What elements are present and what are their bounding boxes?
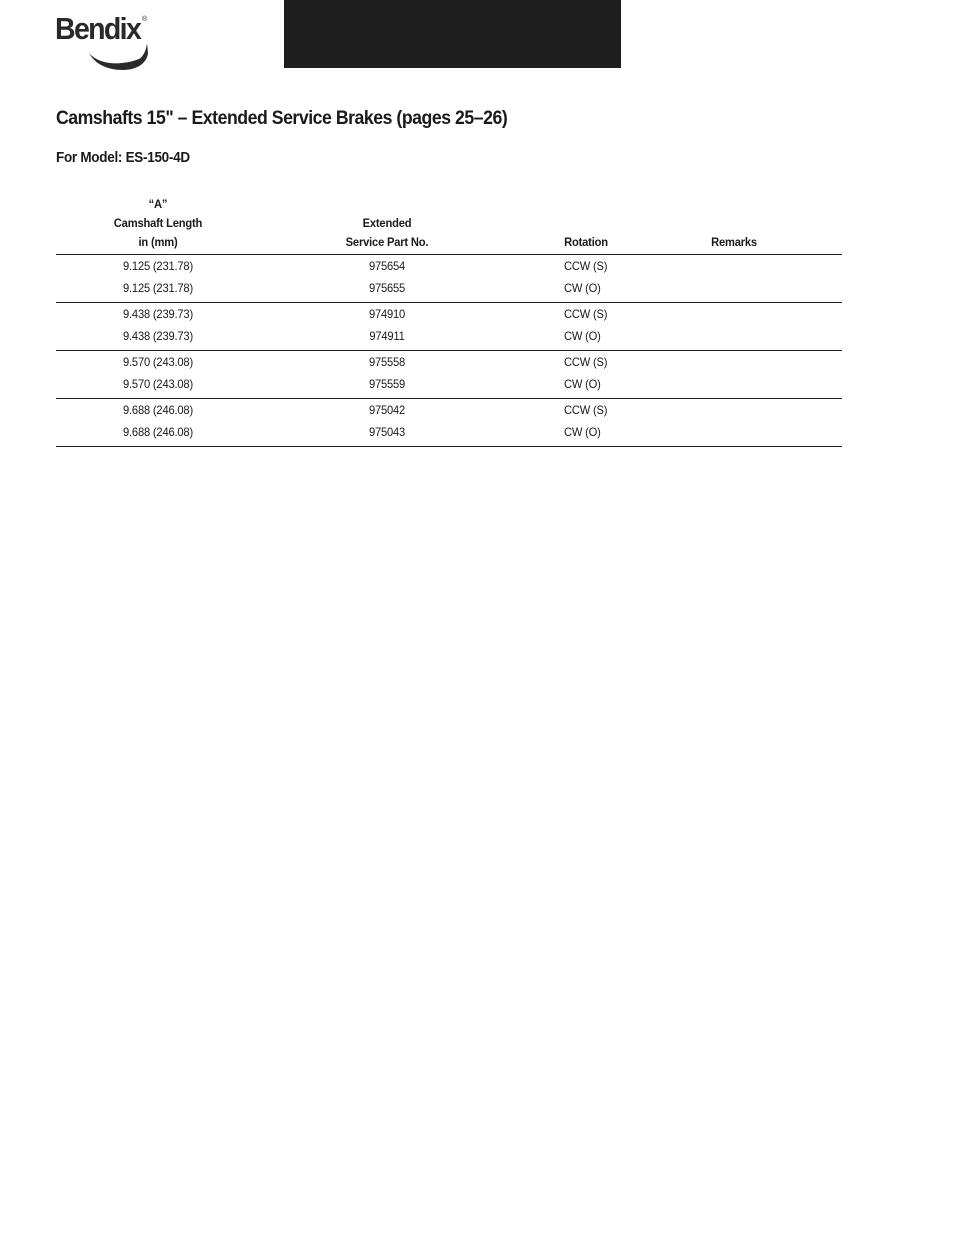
logo-registered-mark: ® xyxy=(142,16,148,23)
table-row-group xyxy=(56,351,842,399)
cell-camshaft-length: 9.125 (231.78) xyxy=(122,259,193,273)
cell-camshaft-length: 9.570 (243.08) xyxy=(122,355,193,369)
logo-wordmark: Bendix xyxy=(55,11,141,46)
header-service-part-no xyxy=(330,214,443,252)
cell-rotation: CW (O) xyxy=(564,281,601,295)
table-header xyxy=(56,198,842,255)
header-length-line1: “A” xyxy=(148,197,168,211)
cell-rotation: CCW (S) xyxy=(564,307,608,321)
cell-rotation: CCW (S) xyxy=(564,403,608,417)
table-row xyxy=(56,422,842,444)
cell-part-number: 975654 xyxy=(368,259,406,273)
cell-part-number: 975655 xyxy=(368,281,406,295)
table-row xyxy=(56,400,842,422)
table-row-group xyxy=(56,255,842,303)
table-row xyxy=(56,304,842,326)
cell-part-number: 975558 xyxy=(368,355,406,369)
table-row-group xyxy=(56,399,842,447)
cell-rotation: CW (O) xyxy=(564,377,601,391)
header-remarks: Remarks xyxy=(711,235,757,249)
header-part-line2: Service Part No. xyxy=(345,235,429,249)
header-length-line3: in (mm) xyxy=(138,235,178,249)
header-length-line2: Camshaft Length xyxy=(113,216,203,230)
cell-rotation: CCW (S) xyxy=(564,355,608,369)
cell-part-number: 974911 xyxy=(369,329,405,343)
table-row xyxy=(56,278,842,300)
cell-camshaft-length: 9.438 (239.73) xyxy=(122,307,193,321)
logo-swoosh-icon xyxy=(89,39,149,71)
table-row xyxy=(56,374,842,396)
cell-part-number: 974910 xyxy=(368,307,406,321)
camshaft-table xyxy=(56,198,842,447)
cell-part-number: 975043 xyxy=(368,425,406,439)
table-row xyxy=(56,256,842,278)
header-part-line1: Extended xyxy=(362,216,412,230)
header-rotation: Rotation xyxy=(564,235,608,249)
table-row xyxy=(56,352,842,374)
cell-camshaft-length: 9.570 (243.08) xyxy=(122,377,193,391)
cell-camshaft-length: 9.125 (231.78) xyxy=(122,281,193,295)
cell-camshaft-length: 9.688 (246.08) xyxy=(122,403,193,417)
header-black-block xyxy=(284,0,621,68)
model-label: For Model: ES-150-4D xyxy=(56,150,190,166)
cell-camshaft-length: 9.438 (239.73) xyxy=(122,329,193,343)
bendix-logo xyxy=(55,12,150,72)
cell-rotation: CCW (S) xyxy=(564,259,608,273)
header-camshaft-length xyxy=(100,195,215,252)
cell-rotation: CW (O) xyxy=(564,329,601,343)
cell-part-number: 975559 xyxy=(368,377,406,391)
page-title: Camshafts 15" – Extended Service Brakes (pages 25–26) xyxy=(56,108,508,129)
cell-camshaft-length: 9.688 (246.08) xyxy=(122,425,193,439)
cell-part-number: 975042 xyxy=(368,403,406,417)
cell-rotation: CW (O) xyxy=(564,425,601,439)
table-row-group xyxy=(56,303,842,351)
table-row xyxy=(56,326,842,348)
